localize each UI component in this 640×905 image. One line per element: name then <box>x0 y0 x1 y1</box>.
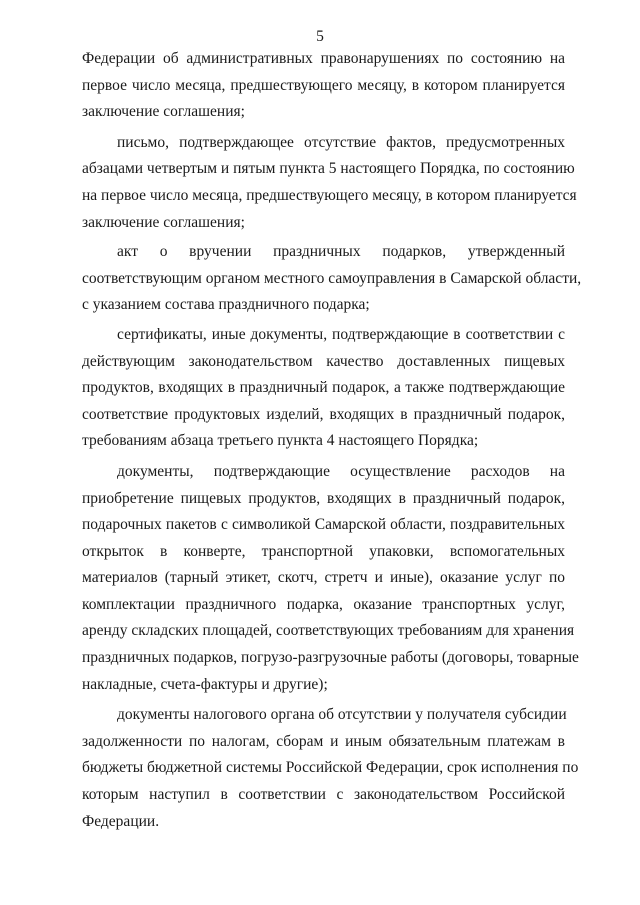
paragraph-p5-expense-documents <box>82 459 579 698</box>
text-line: документы, подтверждающие осуществление расходов на <box>117 462 565 480</box>
text-line: накладные, счета-фактуры и другие); <box>82 675 328 693</box>
text-line: которым наступил в соответствии с законодательством Российской <box>82 786 565 804</box>
paragraph-p4-certificates <box>82 322 565 455</box>
text-line: документы налогового органа об отсутствии у получателя субсидии <box>117 706 567 724</box>
text-line: на первое число месяца, предшествующего месяцу, в котором планируется <box>82 186 577 204</box>
text-line: соответствующим органом местного самоуправления в Самарской области, <box>82 269 582 287</box>
text-line: с указанием состава праздничного подарка; <box>82 296 370 314</box>
text-line: письмо, подтверждающее отсутствие фактов, предусмотренных <box>117 133 565 151</box>
text-line: Федерации. <box>82 812 160 830</box>
text-line: приобретение пищевых продуктов, входящих в праздничный подарок, <box>82 489 565 507</box>
text-line: заключение соглашения; <box>82 213 245 231</box>
text-line: открыток в конверте, транспортной упаковки, вспомогательных <box>82 542 565 560</box>
text-line: материалов (тарный этикет, скотч, стретч и иные), оказание услуг по <box>82 569 565 587</box>
text-line: подарочных пакетов с символикой Самарской области, поздравительных <box>82 516 565 534</box>
text-line: праздничных подарков, погрузо-разгрузочные работы (договоры, товарные <box>82 649 579 667</box>
text-line: аренду складских площадей, соответствующих требованиям для хранения <box>82 622 575 640</box>
paragraph-p6-tax-authority-documents <box>82 702 579 835</box>
text-line: комплектации праздничного подарка, оказание транспортных услуг, <box>82 595 565 613</box>
text-line: продуктов, входящих в праздничный подарок, а также подтверждающие <box>82 379 565 397</box>
paragraph-p1-federation-offenses-continued <box>82 46 565 126</box>
text-line: Федерации об административных правонарушениях по состоянию на <box>82 50 565 67</box>
document-body <box>82 46 582 835</box>
paragraph-p3-act-of-delivery <box>82 239 582 319</box>
text-line: абзацами четвертым и пятым пункта 5 настоящего Порядка, по состоянию <box>82 160 575 178</box>
text-line: первое число месяца, предшествующего месяцу, в котором планируется <box>82 76 565 94</box>
text-line: требованиям абзаца третьего пункта 4 настоящего Порядка; <box>82 432 479 450</box>
page-number: 5 <box>316 28 324 45</box>
text-line: бюджеты бюджетной системы Российской Федерации, срок исполнения по <box>82 759 579 777</box>
text-line: заключение соглашения; <box>82 103 245 121</box>
text-line: задолженности по налогам, сборам и иным обязательным платежам в <box>82 732 565 750</box>
text-line: соответствие продуктовых изделий, входящих в праздничный подарок, <box>82 405 565 423</box>
text-line: акт о вручении праздничных подарков, утвержденный <box>117 243 565 261</box>
text-line: действующим законодательством качество доставленных пищевых <box>82 352 565 370</box>
text-line: сертификаты, иные документы, подтверждающие в соответствии с <box>117 325 565 343</box>
paragraph-p2-letter-confirming-absence <box>82 130 577 236</box>
